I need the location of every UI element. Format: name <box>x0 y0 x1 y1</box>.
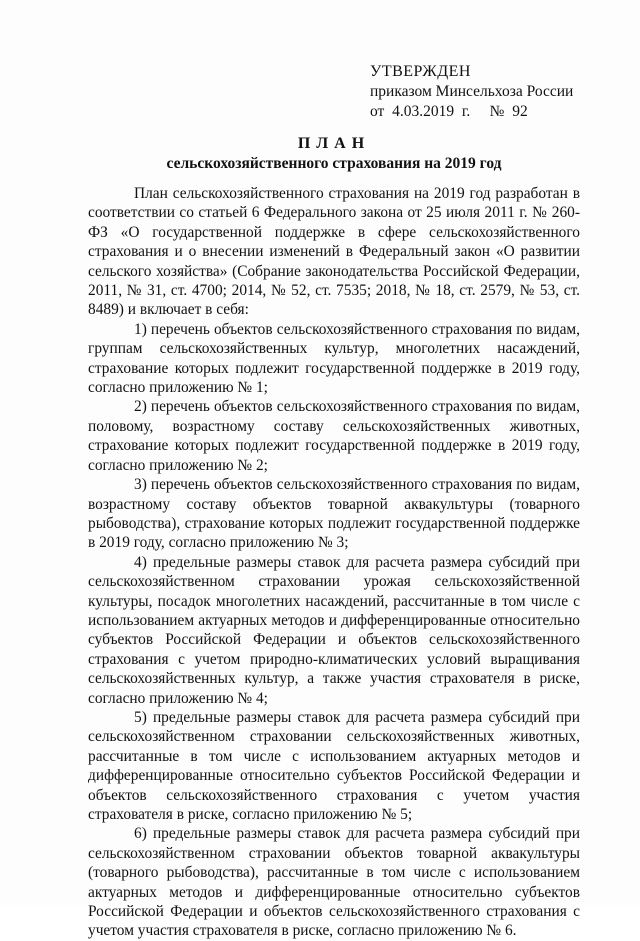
title-main: ПЛАН <box>297 135 371 152</box>
approval-stamp <box>370 62 610 122</box>
document-body <box>88 184 580 941</box>
paragraph-item-4: 4) предельные размеры ставок для расчета размера субсидий при сельскохозяйственном страховании урожая сельскохозяйственной культуры, посадок многолетних насаждений, рассчитанные в том числе с использованием актуарных методов и дифференцированные относительно субъектов Российской Федерации и объектов сельскохозяйственного страхования с учетом природно-климатических условий выращивания сельскохозяйственных культур, а также участия страхователя в риске, согласно приложению № 4; <box>88 553 580 707</box>
paragraph-item-5: 5) предельные размеры ставок для расчета размера субсидий при сельскохозяйственном страховании сельскохозяйственных животных, рассчитанные в том числе с использованием актуарных методов и дифференцированные относительно субъектов Российской Федерации и объектов сельскохозяйственного страхования с учетом участия страхователя в риске, согласно приложению № 5; <box>88 708 580 823</box>
paragraph-item-3: 3) перечень объектов сельскохозяйственного страхования по видам, возрастному составу объектов товарной аквакультуры (товарного рыбоводства), страхование которых подлежит государственной поддержке в 2019 году, согласно приложению № 3; <box>88 476 580 552</box>
paragraph-item-6: 6) предельные размеры ставок для расчета размера субсидий при сельскохозяйственном страховании объектов товарной аквакультуры (товарного рыбоводства), рассчитанные в том числе с использованием актуарных методов и дифференцированные относительно субъектов Российской Федерации и объектов сельскохозяйственного страхования с учетом участия страхователя в риске, согласно приложению № 6. <box>88 825 580 940</box>
approval-heading: УТВЕРЖДЕН <box>370 63 471 80</box>
approval-date-number: от 4.03.2019 г. № 92 <box>370 103 528 120</box>
paragraph-item-1: 1) перечень объектов сельскохозяйственного страхования по видам, группам сельскохозяйственных культур, многолетних насаждений, страхование которых подлежит государственной поддержке в 2019 году, согласно приложению № 1; <box>88 320 580 397</box>
approval-order-line: приказом Минсельхоза России <box>370 83 574 100</box>
title-subtitle: сельскохозяйственного страхования на 2019 год <box>166 155 502 172</box>
paragraph-item-2: 2) перечень объектов сельскохозяйственного страхования по видам, половому, возрастному составу сельскохозяйственных животных, страхование которых подлежит государственной поддержке в 2019 году, согласно приложению № 2; <box>88 398 580 474</box>
document-title <box>88 134 580 174</box>
paragraph-intro: План сельскохозяйственного страхования на 2019 год разработан в соответствии со статьей 6 Федерального закона от 25 июля 2011 г. № 260-ФЗ «О государственной поддержке в сфере сельскохозяйственного страхования и о внесении изменений в Федеральный закон «О развитии сельского хозяйства» (Собрание законодательства Российской Федерации, 2011, № 31, ст. 4700; 2014, № 52, ст. 7535; 2018, № 18, ст. 2579, № 53, ст. 8489) и включает в себя: <box>88 185 580 319</box>
